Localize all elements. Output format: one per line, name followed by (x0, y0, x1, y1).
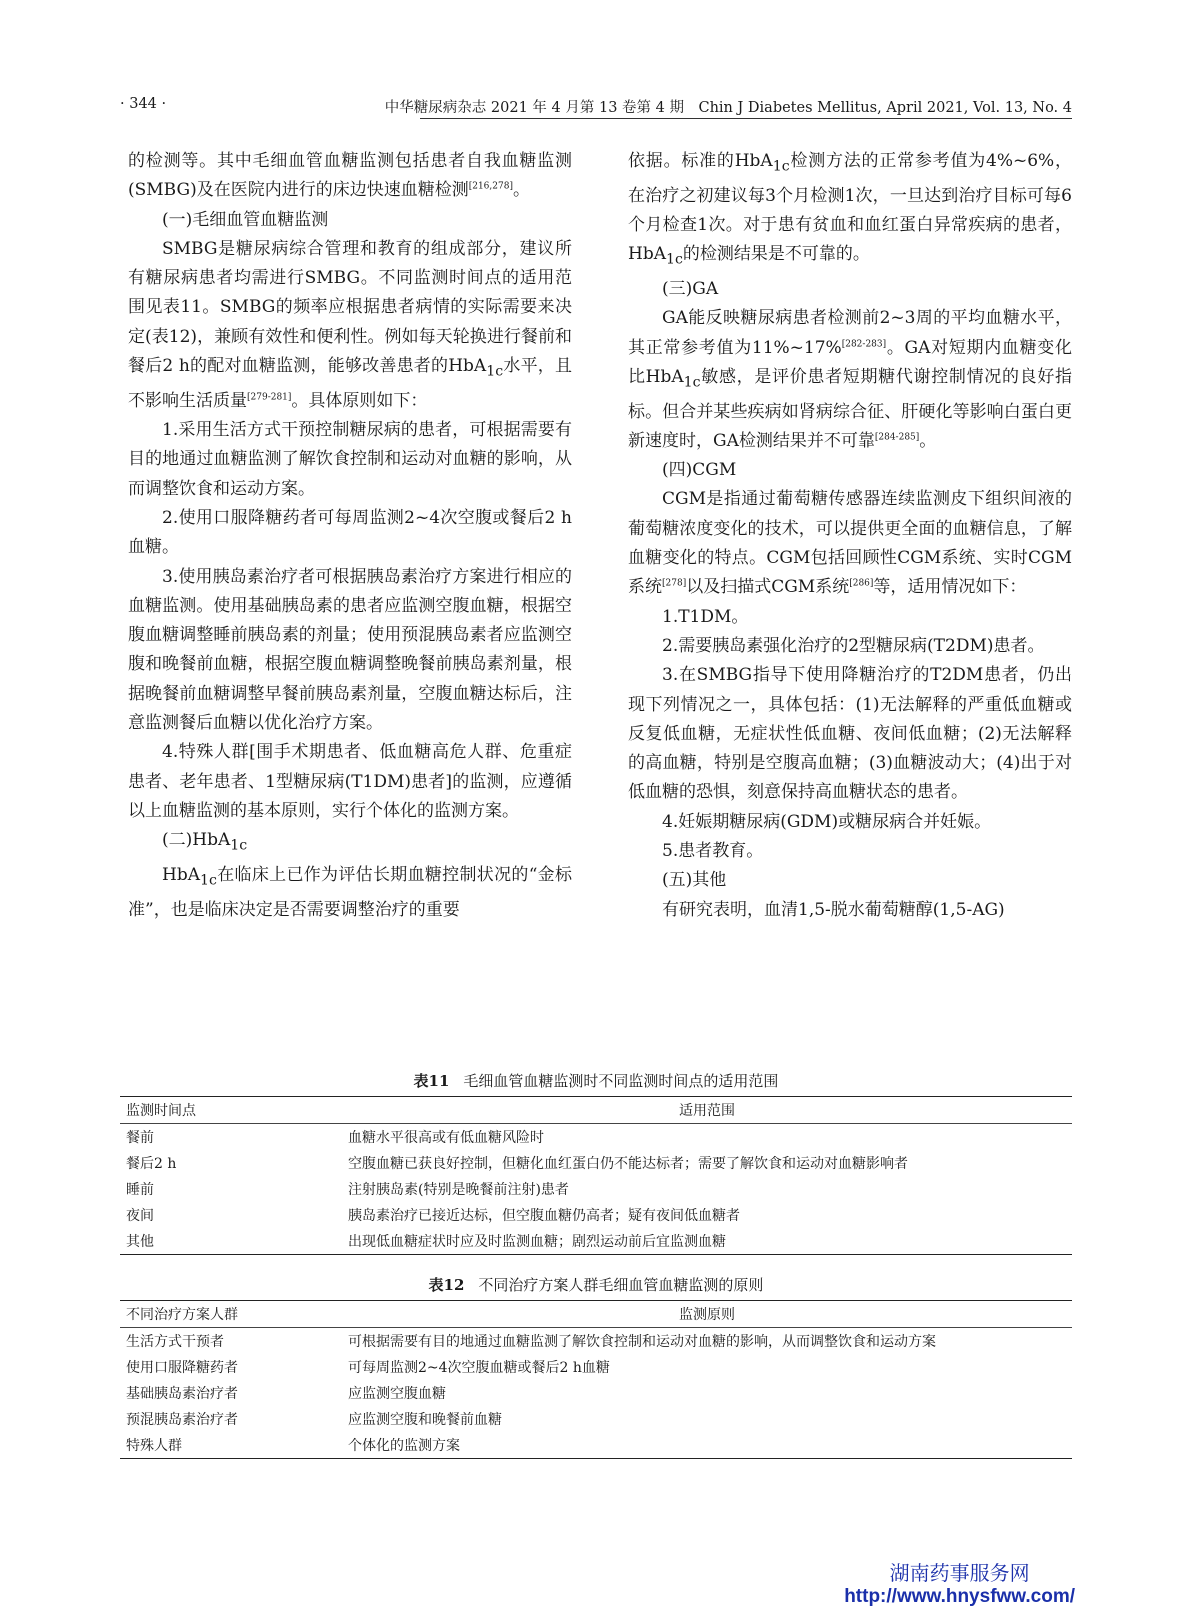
table-cell: 胰岛素治疗已接近达标，但空腹血糖仍高者；疑有夜间低血糖者 (348, 1208, 740, 1224)
list-item: 4.特殊人群[围手术期患者、低血糖高危人群、危重症患者、老年患者、1型糖尿病(T1DM)患者]的监测，应遵循以上血糖监测的基本原则，实行个体化的监测方案。 (128, 742, 572, 821)
table-header: 监测原则 (342, 1301, 1072, 1328)
table-header-row (120, 1301, 1072, 1328)
list-item: 2.需要胰岛素强化治疗的2型糖尿病(T2DM)患者。 (662, 635, 1045, 656)
table-cell: 个体化的监测方案 (342, 1432, 1072, 1459)
list-item: 3.使用胰岛素治疗者可根据胰岛素治疗方案进行相应的血糖监测。使用基础胰岛素的患者应监测空腹血糖，根据空腹血糖调整睡前胰岛素的剂量；使用预混胰岛素者应监测空腹和晚餐前血糖，根据空腹血糖调整晚餐前胰岛素剂量，根据晚餐前血糖调整早餐前胰岛素剂量，空腹血糖达标后，注意监测餐后血糖以优化治疗方案。 (128, 566, 572, 734)
paragraph: HbA$_{1c}$在临床上已作为评估长期血糖控制状况的“金标准”，也是临床决定是否需要调整治疗的重要 (128, 864, 572, 920)
list-item: 4.妊娠期糖尿病(GDM)或糖尿病合并妊娠。 (662, 811, 992, 832)
table-cell: 睡前 (126, 1182, 154, 1198)
table-cell: 应监测空腹血糖 (348, 1386, 446, 1402)
section-heading: (二)HbA$_{1c}$ (162, 830, 248, 854)
table-cell: 空腹血糖已获良好控制，但糖化血红蛋白仍不能达标者；需要了解饮食和运动对血糖影响者 (348, 1156, 908, 1172)
section-heading: (三)GA (662, 278, 719, 299)
citation[interactable]: [216,278] (468, 181, 513, 192)
paragraph: 有研究表明，血清1,5-脱水葡萄糖醇(1,5-AG) (662, 899, 1005, 920)
table-cell: 其他 (120, 1228, 342, 1255)
table-cell: 使用口服降糖药者 (126, 1360, 238, 1376)
paragraph: GA能反映糖尿病患者检测前2~3周的平均血糖水平，其正常参考值为11%~17%[282-283]。GA对短期内血糖变化比HbA$_{1c}$敏感，是评价患者短期糖代谢控制情况的良好指标。但合并某些疾病如肾病综合征、肝硬化等影响白蛋白更新速度时，GA检测结果并不可靠[284-285]。 (628, 308, 1073, 451)
table12-title: 不同治疗方案人群毛细血管血糖监测的原则 (478, 1276, 764, 1294)
left-column (128, 147, 572, 925)
paragraph: 依据。标准的HbA$_{1c}$检测方法的正常参考值为4%~6%，在治疗之初建议每3个月检测1次，一旦达到治疗目标可每6个月检查1次。对于患有贫血和血红蛋白异常疾病的患者，HbA$_{1c}$的检测结果是不可靠的。 (628, 151, 1072, 268)
citation[interactable]: [284-285] (874, 432, 920, 443)
table-row (120, 1432, 1072, 1459)
table-row (120, 1150, 1072, 1176)
table-cell: 特殊人群 (120, 1432, 342, 1459)
table-cell: 注射胰岛素(特别是晚餐前注射)患者 (348, 1182, 569, 1198)
table11 (120, 1096, 1072, 1255)
list-item: 3.在SMBG指导下使用降糖治疗的T2DM患者，仍出现下列情况之一，具体包括：(1)无法解释的严重低血糖或反复低血糖，无症状性低血糖、夜间低血糖；(2)无法解释的高血糖，特别是空腹高血糖；(3)血糖波动大；(4)出于对低血糖的恐惧，刻意保持高血糖状态的患者。 (628, 665, 1072, 803)
table-cell: 餐后2 h (126, 1156, 177, 1172)
table-header-row (120, 1097, 1072, 1124)
running-header (120, 96, 1072, 120)
table-cell: 生活方式干预者 (126, 1334, 224, 1350)
section-heading: (一)毛细血管血糖监测 (162, 209, 329, 230)
page-number: · 344 · (120, 96, 167, 112)
table11-caption (120, 1070, 1072, 1091)
table-row (120, 1124, 1072, 1151)
table12-label: 表12 (428, 1276, 465, 1294)
list-item: 1.T1DM。 (662, 606, 749, 627)
table-cell: 出现低血糖症状时应及时监测血糖；剧烈运动前后宜监测血糖 (342, 1228, 1072, 1255)
list-item: 2.使用口服降糖药者可每周监测2~4次空腹或餐后2 h血糖。 (128, 507, 572, 558)
table-cell: 基础胰岛素治疗者 (126, 1386, 238, 1402)
citation[interactable]: [282-283] (841, 338, 887, 349)
table-row (120, 1380, 1072, 1406)
header-rule (420, 118, 1072, 119)
table-cell: 预混胰岛素治疗者 (126, 1412, 238, 1428)
table-cell: 可每周监测2~4次空腹血糖或餐后2 h血糖 (348, 1360, 610, 1376)
watermark (844, 1557, 1075, 1608)
citation[interactable]: [279-281] (247, 392, 292, 403)
section-heading: (五)其他 (662, 870, 727, 891)
table-cell: 可根据需要有目的地通过血糖监测了解饮食控制和运动对血糖的影响，从而调整饮食和运动方案 (348, 1334, 936, 1350)
table-header: 不同治疗方案人群 (120, 1301, 342, 1328)
citation[interactable]: [278] (662, 578, 687, 589)
table-row (120, 1228, 1072, 1255)
table12-caption (120, 1274, 1072, 1295)
list-item: 5.患者教育。 (662, 841, 764, 861)
paragraph: CGM是指通过葡萄糖传感器连续监测皮下组织间液的葡萄糖浓度变化的技术，可以提供更全面的血糖信息，了解血糖变化的特点。CGM包括回顾性CGM系统、实时CGM系统[278]以及扫描式CGM系统[286]等，适用情况如下： (628, 489, 1072, 598)
table-row (120, 1354, 1072, 1380)
table-row (120, 1328, 1072, 1355)
table11-label: 表11 (413, 1072, 450, 1090)
watermark-name: 湖南药事服务网 (889, 1563, 1030, 1585)
table11-title: 毛细血管血糖监测时不同监测时间点的适用范围 (463, 1072, 779, 1090)
paragraph: 的检测等。其中毛细血管血糖监测包括患者自我血糖监测(SMBG)及在医院内进行的床边快速血糖检测[216,278]。 (128, 151, 572, 201)
section-heading: (四)CGM (662, 460, 737, 481)
journal-title: 中华糖尿病杂志 2021 年 4 月第 13 卷第 4 期 Chin J Diabetes Mellitus, April 2021, Vol. 13, No. 4 (384, 100, 1072, 116)
table12 (120, 1300, 1072, 1459)
citation[interactable]: [286] (849, 578, 874, 589)
table-cell: 夜间 (126, 1208, 154, 1224)
table-cell: 应监测空腹和晚餐前血糖 (348, 1412, 502, 1428)
list-item: 1.采用生活方式干预控制糖尿病的患者，可根据需要有目的地通过血糖监测了解饮食控制和运动对血糖的影响，从而调整饮食和运动方案。 (128, 420, 572, 499)
table-row (120, 1202, 1072, 1228)
watermark-url[interactable]: http://www.hnysfww.com/ (844, 1586, 1075, 1607)
table-header: 监测时间点 (120, 1097, 342, 1124)
table-cell: 血糖水平很高或有低血糖风险时 (348, 1130, 544, 1146)
table-cell: 餐前 (126, 1130, 154, 1146)
table-row (120, 1406, 1072, 1432)
right-column (628, 147, 1072, 925)
table-row (120, 1176, 1072, 1202)
paragraph: SMBG是糖尿病综合管理和教育的组成部分，建议所有糖尿病患者均需进行SMBG。不同监测时间点的适用范围见表11。SMBG的频率应根据患者病情的实际需要来决定(表12)，兼顾有效性和便利性。例如每天轮换进行餐前和餐后2 h的配对血糖监测，能够改善患者的HbA$_{1c}$水平，且不影响生活质量[279-281]。具体原则如下： (128, 238, 573, 411)
table-header: 适用范围 (342, 1097, 1072, 1124)
